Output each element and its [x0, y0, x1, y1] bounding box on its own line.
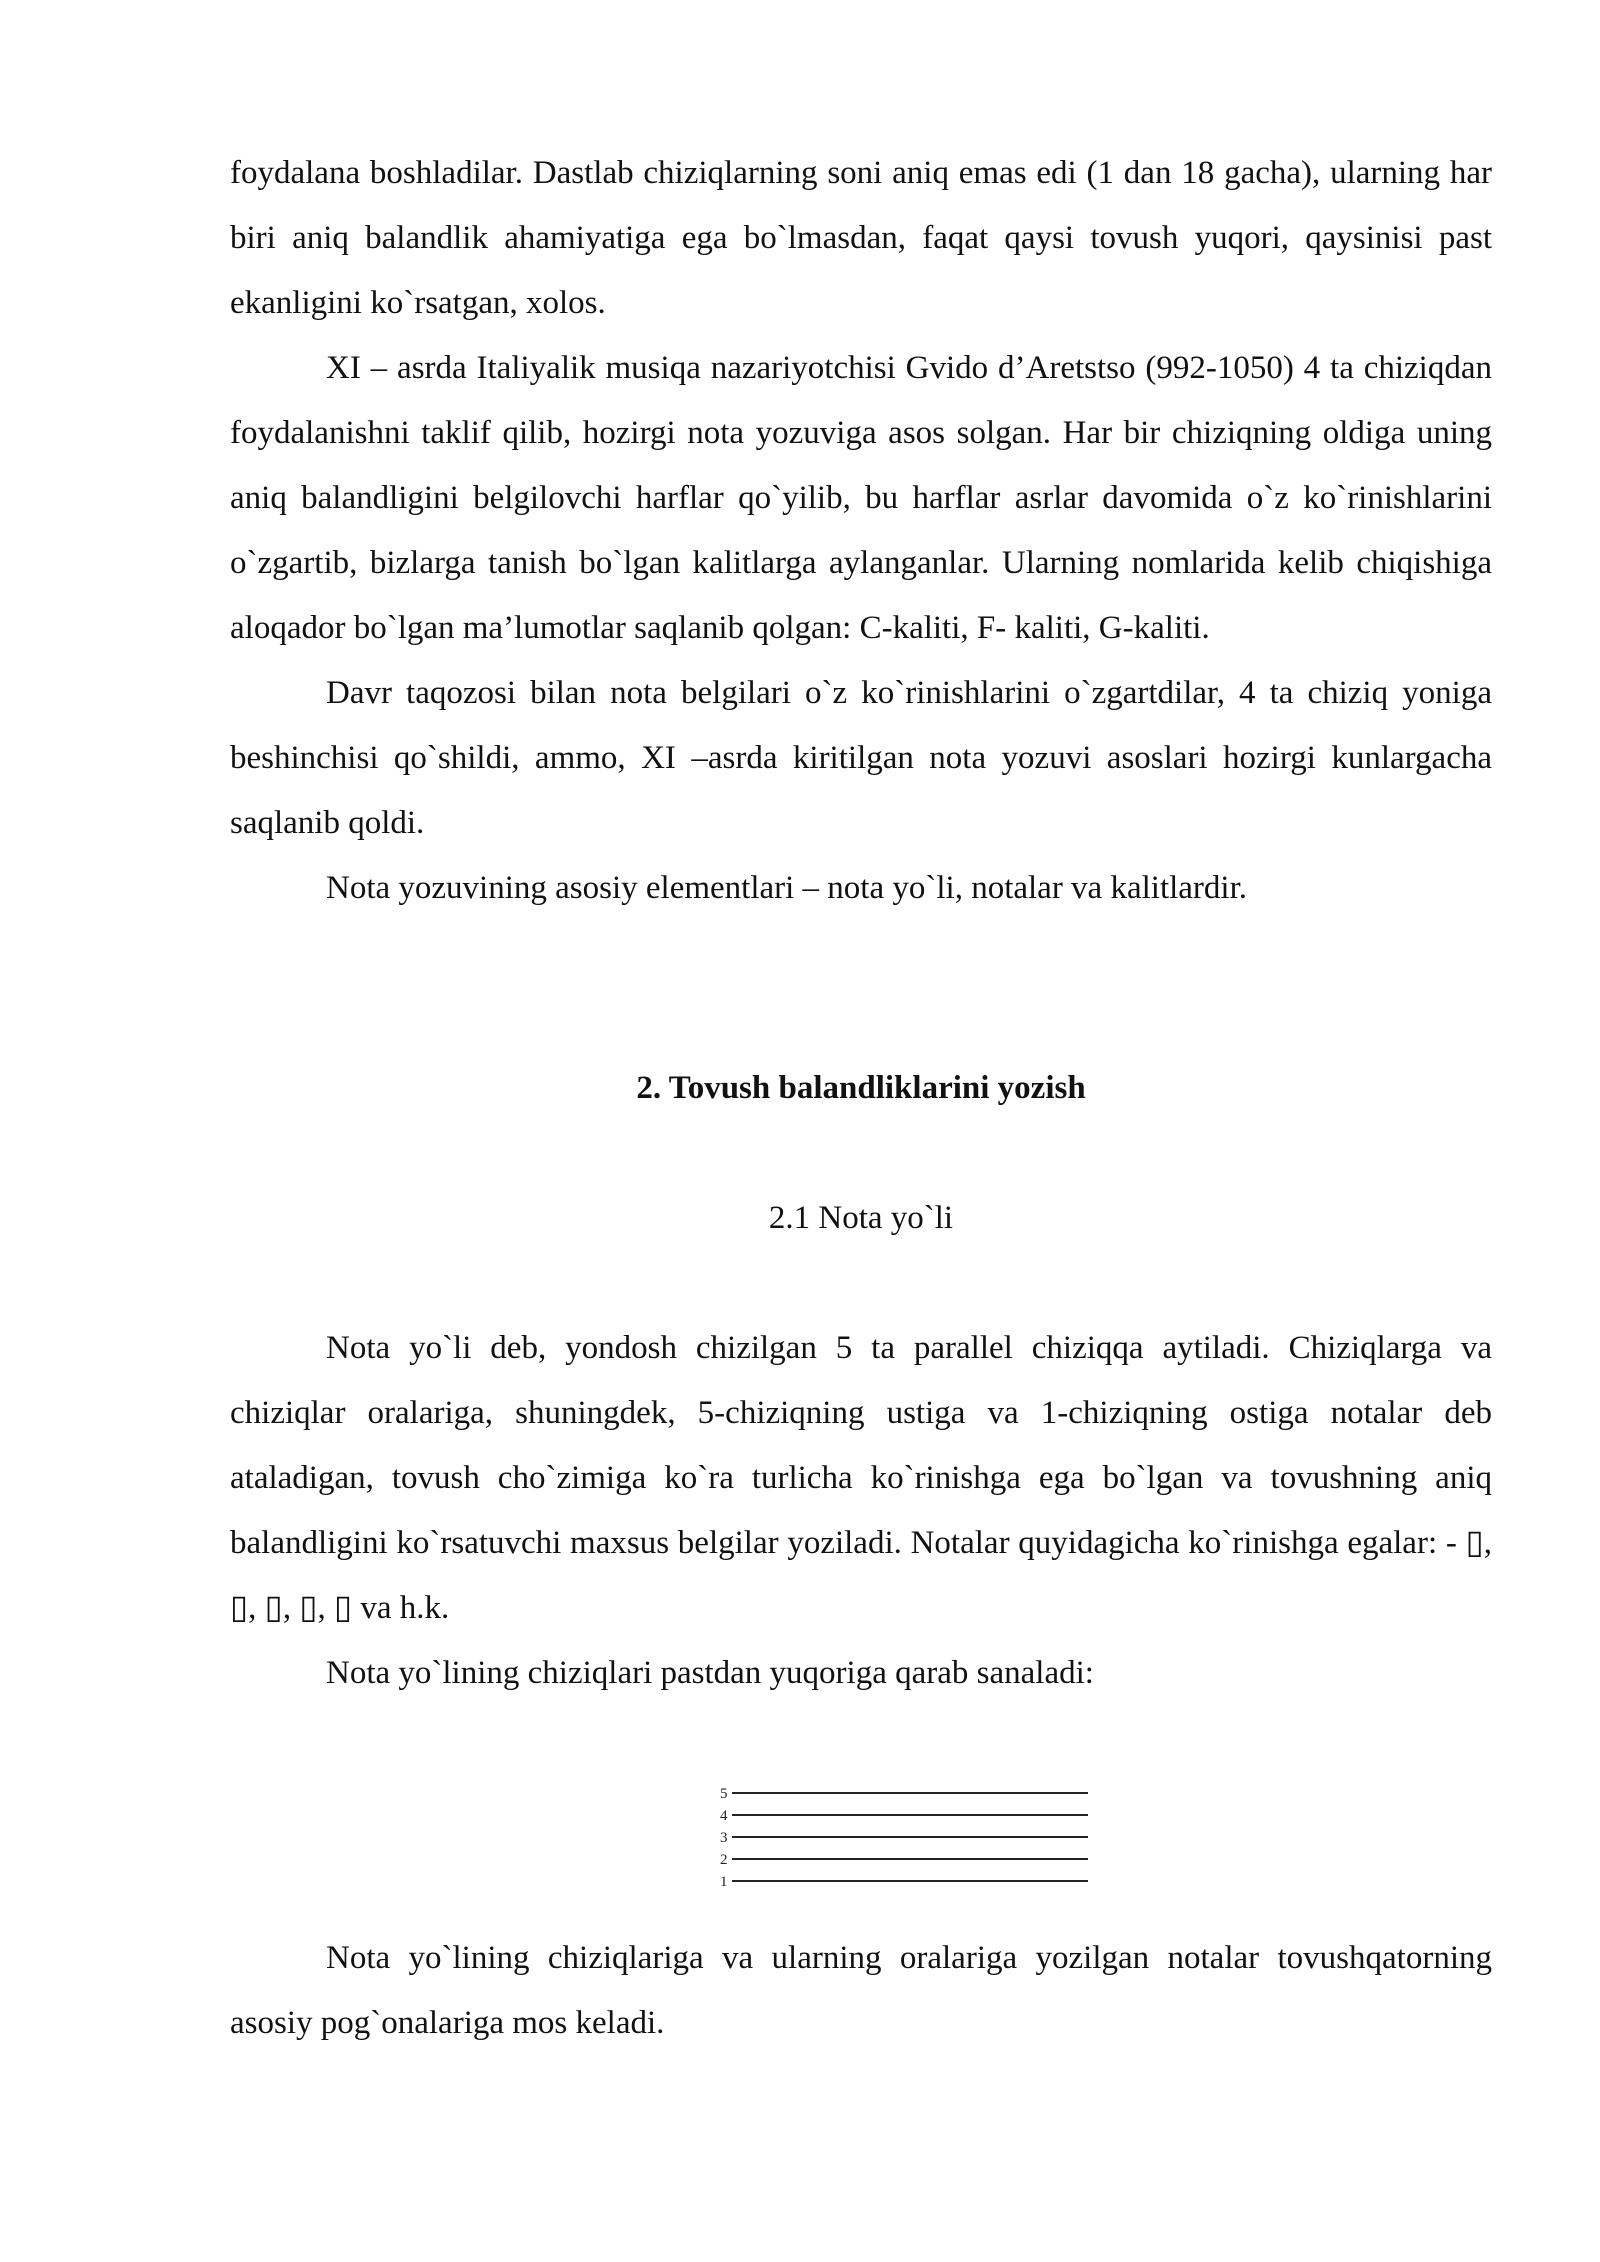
paragraph-3: Davr taqozosi bilan nota belgilari o`z ko`rinishlarini o`zgartdilar, 4 ta chiziq yoniga beshinchisi qo`shildi, ammo, XI –asrda kiritilgan nota yozuvi asoslari hozirgi kunlargacha saqlanib qoldi.: [230, 675, 1492, 841]
paragraph-4: Nota yozuvining asosiy elementlari – nota yo`li, notalar va kalitlardir.: [326, 870, 1248, 906]
body-text-top: [230, 141, 1492, 921]
paragraph-2: XI – asrda Italiyalik musiqa nazariyotchisi Gvido d’Aretstso (992-1050) 4 ta chiziqdan foydalanishni taklif qilib, hozirgi nota yozuviga asos solgan. Har bir chiziqning oldiga uning aniq balandligini belgilovchi harflar qo`yilib, bu harflar asrlar davomida o`z ko`rinishlarini o`zgartib, bizlarga tanish bo`lgan kalitlarga aylanganlar. Ularning nomlarida kelib chiqishiga aloqador bo`lgan ma’lumotlar saqlanib qolgan: C-kaliti, F- kaliti, G-kaliti.: [230, 350, 1492, 646]
staff-label-1: 1: [720, 1874, 728, 1890]
paragraph-5: Nota yo`li deb, yondosh chizilgan 5 ta parallel chiziqqa aytiladi. Chiziqlarga va chiziqlar oralariga, shuningdek, 5-chiziqning ustiga va 1-chiziqning ostiga notalar deb ataladigan, tovush cho`zimiga ko`ra turlicha ko`rinishga ega bo`lgan va tovushning aniq balandligini ko`rsatuvchi maxsus belgilar yoziladi. Notalar quyidagicha ko`rinishga egalar: - ▯, ▯, ▯, ▯, ▯ va h.k.: [230, 1330, 1492, 1626]
section-heading: 2. Tovush balandliklarini yozish: [636, 1070, 1086, 1106]
body-text-bottom: [230, 1926, 1492, 2056]
paragraph-1: foydalana boshladilar. Dastlab chiziqlarning soni aniq emas edi (1 dan 18 gacha), ularning har biri aniq balandlik ahamiyatiga ega bo`lmasdan, faqat qaysi tovush yuqori, qaysinisi past ekanligini ko`rsatgan, xolos.: [230, 155, 1492, 321]
staff-label-2: 2: [720, 1852, 728, 1868]
staff-label-3: 3: [720, 1830, 728, 1846]
staff-label-4: 4: [720, 1808, 728, 1824]
paragraph-6: Nota yo`lining chiziqlari pastdan yuqoriga qarab sanaladi:: [326, 1655, 1094, 1691]
staff-label-5: 5: [720, 1786, 728, 1802]
paragraph-7: Nota yo`lining chiziqlariga va ularning oralariga yozilgan notalar tovushqatorning asosiy pog`onalariga mos keladi.: [230, 1940, 1492, 2041]
body-text-middle: [230, 1316, 1492, 1706]
music-staff-figure: [718, 1783, 1092, 1893]
subsection-heading: 2.1 Nota yo`li: [768, 1200, 954, 1236]
